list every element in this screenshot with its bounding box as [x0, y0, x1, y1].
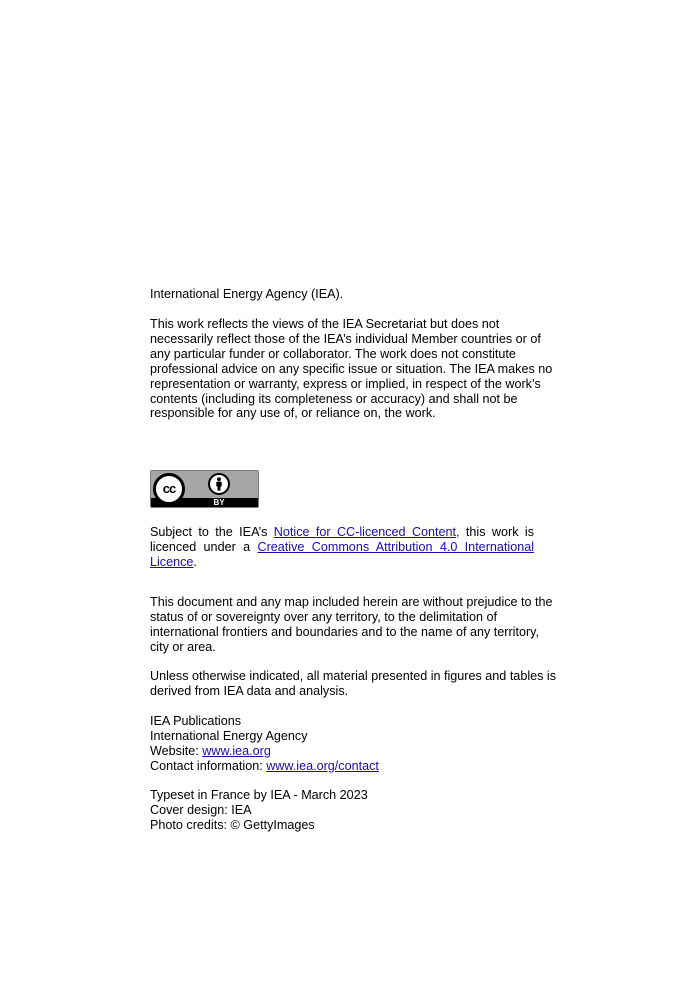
publications-agency: International Energy Agency [150, 728, 308, 743]
licence-prefix: Subject to the IEA’s [150, 525, 274, 539]
licence-middle: this work is licenced under a [150, 525, 534, 554]
licence-paragraph [150, 525, 534, 570]
cc-attribution-licence-link[interactable]: Creative Commons Attribution 4.0 International Licence [150, 539, 534, 569]
disclaimer-paragraph: This work reflects the views of the IEA Secretariat but does not necessarily reflect those of the IEA’s individual Member countries or of any particular funder or collaborator. The work does not constitute professional advice on any specific issue or situation. The IEA makes no representation or warranty, express or implied, in respect of the work’s contents (including its completeness or accuracy) and shall not be responsible for any use of, or reliance on, the work. [150, 317, 553, 421]
agency-line: International Energy Agency (IEA). [150, 287, 344, 301]
typeset-line: Typeset in France by IEA - March 2023 [150, 788, 368, 802]
contact-link[interactable]: www.iea.org/contact [266, 758, 379, 773]
cover-design-line: Cover design: IEA [150, 802, 252, 817]
licence-suffix: . [193, 554, 197, 569]
notice-cc-content-link[interactable]: Notice for CC-licenced Content, [273, 525, 460, 539]
photo-credits-line: Photo credits: © GettyImages [150, 817, 315, 832]
creative-commons-icon: cc [153, 473, 185, 505]
data-source-paragraph: Unless otherwise indicated, all material presented in figures and tables is derived from IEA data and analysis. [150, 669, 557, 698]
publications-block [150, 714, 550, 774]
prejudice-paragraph: This document and any map included herein are without prejudice to the status of or sovereignty over any territory, to the delimitation of international frontiers and boundaries and to the name of any territory, city or area. [150, 595, 553, 654]
attribution-person-icon [208, 473, 230, 495]
contact-label: Contact information: [150, 758, 267, 773]
publications-title: IEA Publications [150, 714, 242, 728]
credits-block [150, 788, 550, 833]
by-label: BY [213, 498, 225, 507]
website-line [150, 744, 550, 759]
website-link[interactable]: www.iea.org [202, 743, 271, 758]
contact-line [150, 759, 550, 774]
website-label: Website: [150, 743, 203, 758]
cc-by-badge [150, 470, 259, 508]
